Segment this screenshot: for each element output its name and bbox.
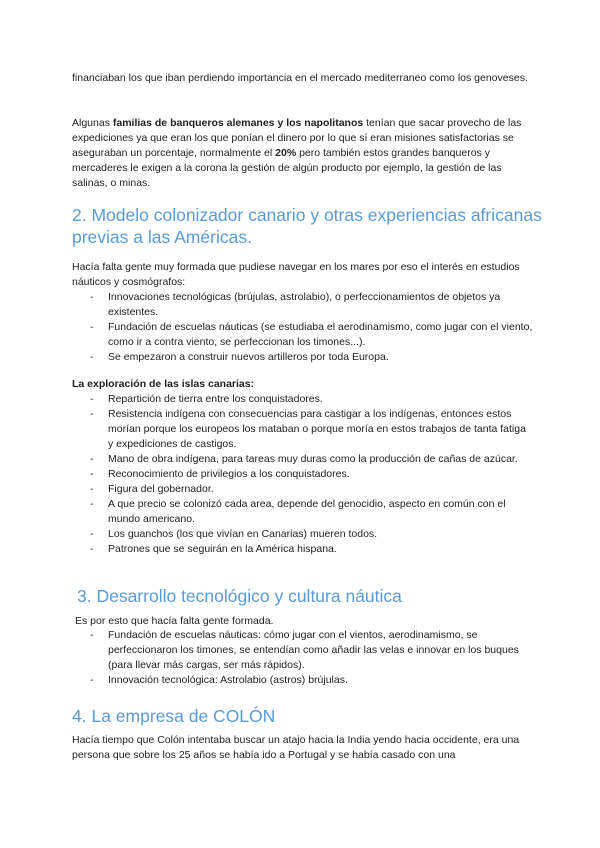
p2-text-start: Algunas (72, 117, 113, 129)
dash-bullet: - (90, 483, 94, 495)
dash-bullet: - (90, 543, 94, 555)
list-item-text: A que precio se colonizó cada area, depende del genocidio, aspecto en común con el mundo americano. (108, 498, 506, 525)
dash-bullet: - (90, 393, 94, 405)
list-item (72, 467, 534, 482)
list-item (72, 392, 534, 407)
list-item (72, 452, 534, 467)
intro-paragraph-1: financiaban los que iban perdiendo importancia en el mercado mediterraneo como los genoveses. (72, 72, 528, 84)
p2-bold-bankers: familias de banqueros alemanes y los napolitanos (112, 117, 364, 129)
section-4-intro: Hacía tiempo que Colón intentaba buscar un atajo hacia la India yendo hacia occidente, era una persona que sobre los 25 años se había ido a Portugal y se había casado con una (72, 734, 520, 761)
section-3-intro: Es por esto que hacía falta gente formada. (75, 615, 274, 627)
canary-list (72, 392, 534, 557)
list-item-text: Patrones que se seguirán en la América hispana. (108, 543, 337, 555)
dash-bullet: - (90, 674, 94, 686)
list-item (72, 407, 534, 452)
p2-text-middle: tenían que sacar provecho de las expediciones ya que eran los que ponían el dinero por lo que sí eran misiones satisfactorias se aseguraban un porcentaje, normalmente el (72, 117, 522, 159)
section-2-list (72, 290, 534, 365)
list-item (72, 542, 534, 557)
dash-bullet: - (90, 468, 94, 480)
list-item (72, 290, 534, 320)
list-item-text: Se empezaron a construir nuevos artilleros por toda Europa. (108, 351, 389, 363)
list-item (72, 628, 534, 673)
list-item (72, 482, 534, 497)
p2-text-end: pero también estos grandes banqueros y mercaderes le exigen a la corona la gestión de algún producto por ejemplo, la gestión de las salinas, o minas. (72, 147, 502, 189)
dash-bullet: - (90, 291, 94, 303)
dash-bullet: - (90, 498, 94, 510)
list-item-text: Reconocimiento de privilegios a los conquistadores. (108, 468, 350, 480)
list-item (72, 350, 534, 365)
dash-bullet: - (90, 321, 94, 333)
dash-bullet: - (90, 629, 94, 641)
list-item-text: Repartición de tierra entre los conquistadores. (108, 393, 323, 405)
p2-bold-percent: 20% (275, 147, 297, 159)
list-item-text: Resistencia indígena con consecuencias para castigar a los indígenas, entonces estos morían porque los europeos los mataban o porque moría en estos trabajos de tanta fatiga y expediciones de castigos. (108, 408, 526, 450)
list-item-text: Figura del gobernador. (108, 483, 214, 495)
intro-paragraph-2 (72, 116, 534, 191)
list-item (72, 320, 534, 350)
list-item-text: Fundación de escuelas náuticas (se estudiaba el aerodinamismo, como jugar con el viento, como ir a contra viento, se perfeccionan los timones...). (108, 321, 533, 348)
list-item (72, 673, 534, 688)
list-item-text: Innovación tecnológica: Astrolabio (astros) brújulas. (108, 674, 348, 686)
dash-bullet: - (90, 351, 94, 363)
dash-bullet: - (90, 528, 94, 540)
dash-bullet: - (90, 408, 94, 420)
section-2-heading: 2. Modelo colonizador canario y otras experiencias africanas previas a las Américas. (72, 205, 542, 247)
list-item-text: Fundación de escuelas náuticas: cómo jugar con el vientos, aerodinamismo, se perfeccionaron los timones, se entendían como añadir las velas e innovar en los buques (para llevar más cargas, ser más rápidos). (108, 629, 519, 671)
list-item-text: Mano de obra indígena, para tareas muy duras como la producción de cañas de azúcar. (108, 453, 518, 465)
list-item-text: Los guanchos (los que vivían en Canarias) mueren todos. (108, 528, 378, 540)
list-item (72, 527, 534, 542)
canary-subheading: La exploración de las islas canarias: (72, 378, 255, 390)
list-item (72, 497, 534, 527)
section-3-heading: 3. Desarrollo tecnológico y cultura náutica (77, 586, 402, 606)
section-3-list (72, 628, 534, 688)
list-item-text: Innovaciones tecnológicas (brújulas, astrolabio), o perfeccionamientos de objetos ya existentes. (108, 291, 501, 318)
dash-bullet: - (90, 453, 94, 465)
section-4-heading: 4. La empresa de COLÓN (72, 706, 276, 726)
section-2-intro: Hacía falta gente muy formada que pudiese navegar en los mares por eso el interés en estudios náuticos y cosmógrafos: (72, 261, 520, 288)
